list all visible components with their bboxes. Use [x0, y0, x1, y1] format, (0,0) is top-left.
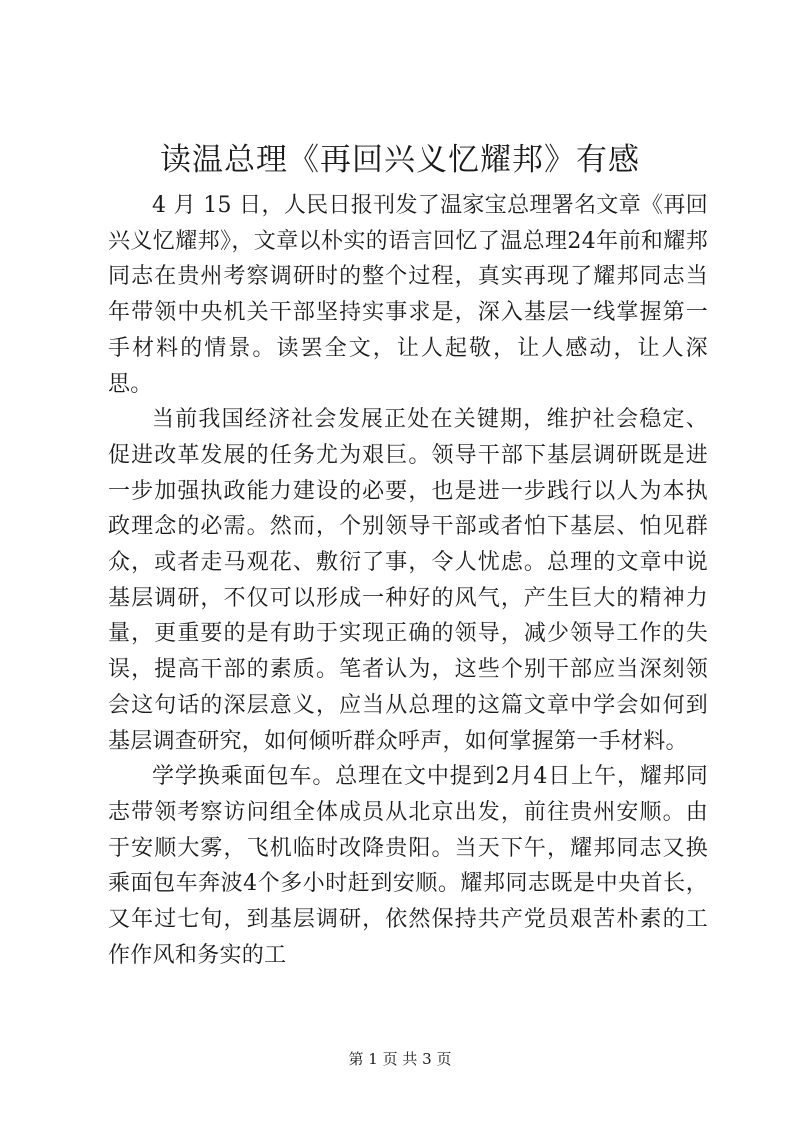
document-title: 读温总理《再回兴义忆耀邦》有感	[160, 142, 640, 178]
page-footer: 第 1 页 共 3 页	[348, 1050, 452, 1068]
document-body	[108, 188, 708, 973]
paragraph-2: 当前我国经济社会发展正处在关键期，维护社会稳定、促进改革发展的任务尤为艰巨。领导干部下基层调研既是进一步加强执政能力建设的必要，也是进一步践行以人为本执政理念的必需。然而，个别领导干部或者怕下基层、怕见群众，或者走马观花、敷衍了事，令人忧虑。总理的文章中说基层调研，不仅可以形成一种好的风气，产生巨大的精神力量，更重要的是有助于实现正确的领导，减少领导工作的失误，提高干部的素质。笔者认为，这些个别干部应当深刻领会这句话的深层意义，应当从总理的这篇文章中学会如何到基层调查研究，如何倾听群众呼声，如何掌握第一手材料。	[108, 407, 708, 754]
paragraph-1: 4 月 15 日，人民日报刊发了温家宝总理署名文章《再回兴义忆耀邦》，文章以朴实的语言回忆了温总理24年前和耀邦同志在贵州考察调研时的整个过程，真实再现了耀邦同志当年带领中央机关干部坚持实事求是，深入基层一线掌握第一手材料的情景。读罢全文，让人起敬，让人感动，让人深思。	[108, 193, 708, 397]
paragraph-3: 学学换乘面包车。总理在文中提到2月4日上午，耀邦同志带领考察访问组全体成员从北京出发，前往贵州安顺。由于安顺大雾，飞机临时改降贵阳。当天下午，耀邦同志又换乘面包车奔波4个多小时赶到安顺。耀邦同志既是中央首长，又年过七旬，到基层调研，依然保持共产党员艰苦朴素的工作作风和务实的工	[108, 764, 708, 968]
